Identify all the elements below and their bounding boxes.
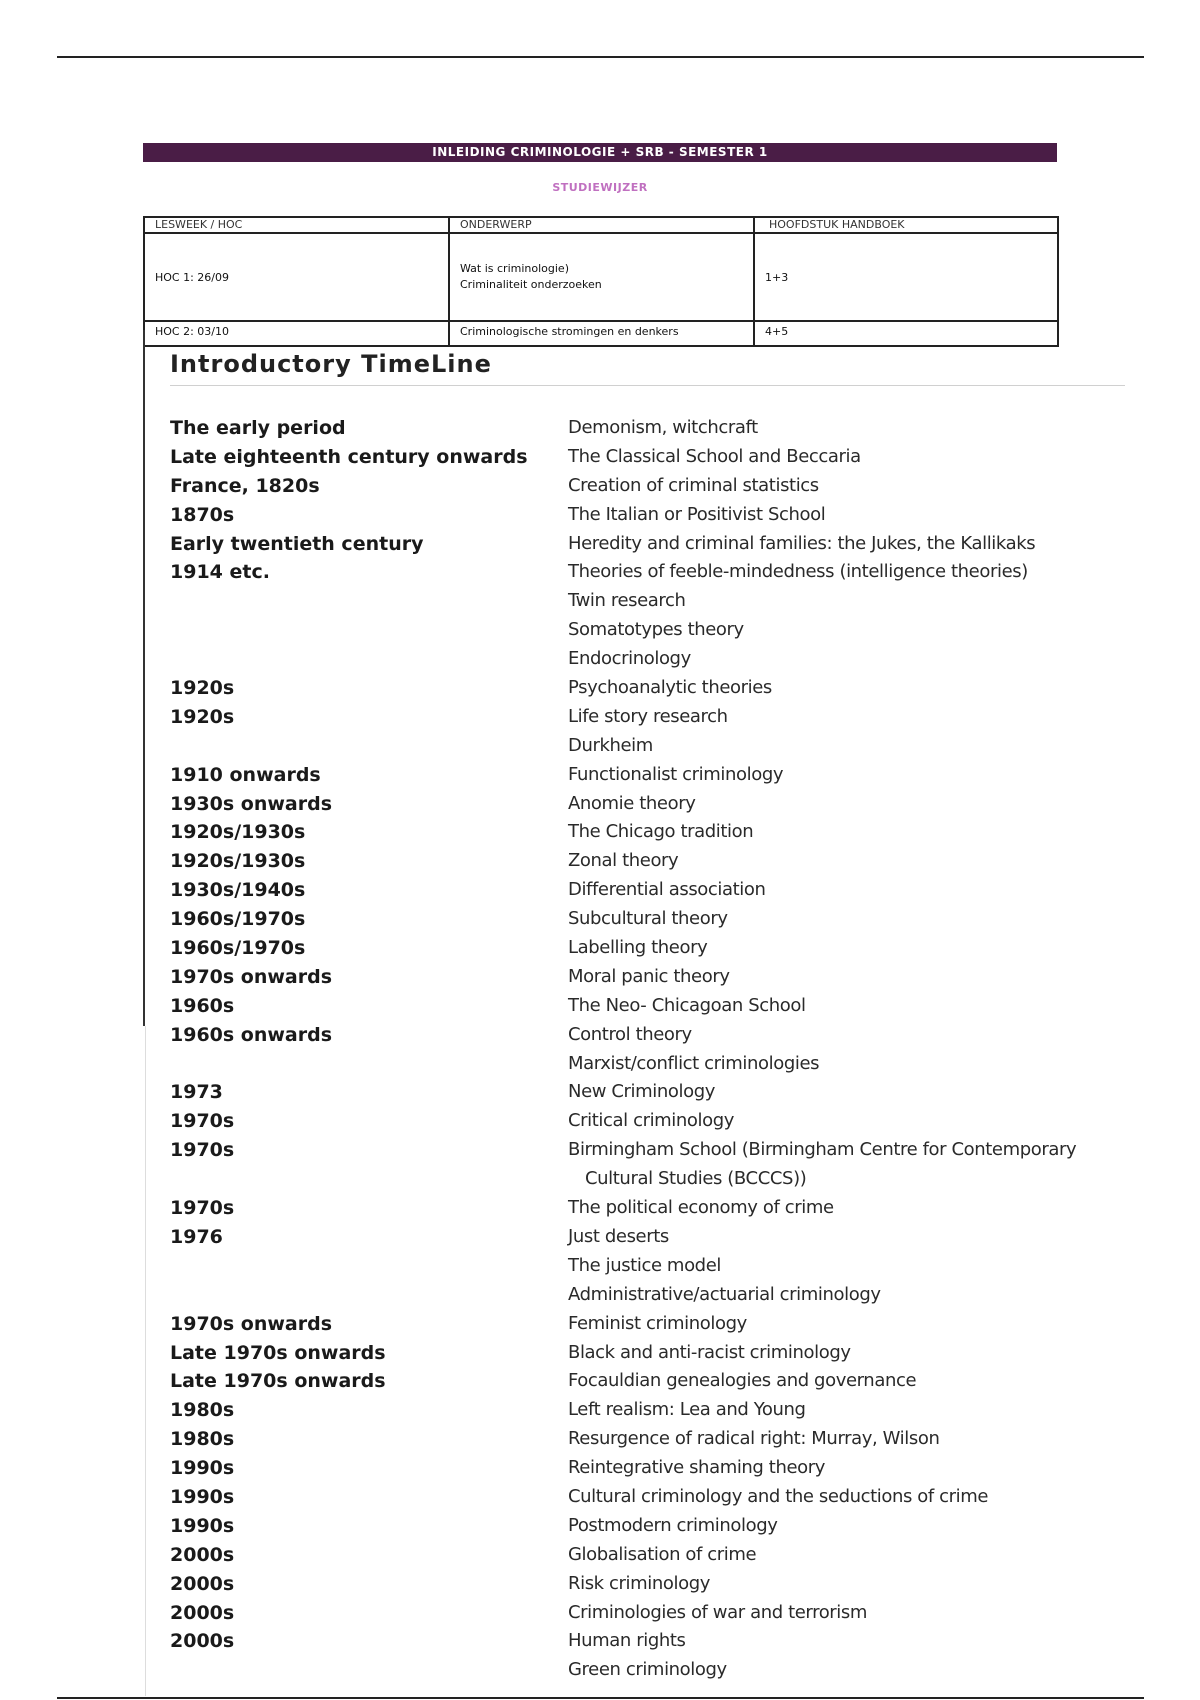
timeline-topic: Globalisation of crime bbox=[568, 1543, 757, 1565]
timeline-row bbox=[170, 558, 1130, 587]
timeline-topic: Twin research bbox=[568, 590, 686, 612]
timeline-topic: New Criminology bbox=[568, 1081, 716, 1103]
timeline-date: 1920s/1930s bbox=[170, 821, 306, 844]
timeline-list bbox=[170, 414, 1130, 1685]
timeline-row bbox=[170, 1339, 1130, 1368]
timeline-topic: Risk criminology bbox=[568, 1572, 710, 1594]
timeline-date: 2000s bbox=[170, 1630, 235, 1653]
timeline-row bbox=[170, 1078, 1130, 1107]
timeline-row bbox=[170, 472, 1130, 501]
timeline-date: The early period bbox=[170, 417, 346, 439]
timeline-row bbox=[170, 1483, 1130, 1512]
bottom-rule bbox=[57, 1697, 1144, 1699]
timeline-row bbox=[170, 1194, 1130, 1223]
left-margin-line bbox=[143, 330, 145, 1026]
timeline-row bbox=[170, 1656, 1130, 1685]
timeline-row bbox=[170, 1570, 1130, 1599]
timeline-topic: The Chicago tradition bbox=[568, 821, 754, 843]
timeline-date: 2000s bbox=[170, 1543, 235, 1566]
table-header-row bbox=[144, 217, 1058, 233]
timeline-topic: Left realism: Lea and Young bbox=[568, 1399, 806, 1421]
timeline-row bbox=[170, 501, 1130, 530]
header-hoofdstuk: HOOFDSTUK HANDBOEK bbox=[754, 217, 1058, 233]
timeline-date: 2000s bbox=[170, 1572, 235, 1595]
timeline-topic: Durkheim bbox=[568, 734, 653, 756]
timeline-date: Late eighteenth century onwards bbox=[170, 445, 528, 468]
timeline-row bbox=[170, 1367, 1130, 1396]
timeline-topic: Feminist criminology bbox=[568, 1312, 747, 1334]
timeline-topic: The Italian or Positivist School bbox=[568, 503, 826, 525]
timeline-row bbox=[170, 732, 1130, 761]
timeline-row bbox=[170, 1050, 1130, 1079]
timeline-topic: Somatotypes theory bbox=[568, 619, 744, 641]
timeline-topic: Heredity and criminal families: the Jukes, the Kallikaks bbox=[568, 532, 1036, 554]
timeline-date: 2000s bbox=[170, 1601, 235, 1624]
timeline-topic: Postmodern criminology bbox=[568, 1514, 778, 1536]
timeline-row bbox=[170, 1107, 1130, 1136]
timeline-topic: Human rights bbox=[568, 1630, 686, 1652]
timeline-topic: Theories of feeble-mindedness (intelligence theories) bbox=[568, 561, 1028, 583]
timeline-date: Late 1970s onwards bbox=[170, 1370, 386, 1393]
timeline-row bbox=[170, 934, 1130, 963]
cell-chapter: 1+3 bbox=[754, 233, 1058, 321]
timeline-date: 1870s bbox=[170, 503, 235, 526]
timeline-row bbox=[170, 992, 1130, 1021]
timeline-title-rule bbox=[170, 385, 1125, 386]
timeline-topic: Reintegrative shaming theory bbox=[568, 1457, 825, 1479]
timeline-row bbox=[170, 1310, 1130, 1339]
timeline-topic: Life story research bbox=[568, 705, 728, 727]
header-lesweek: LESWEEK / HOC bbox=[144, 217, 449, 233]
timeline-topic-continuation: Cultural Studies (BCCCS)) bbox=[585, 1168, 807, 1190]
timeline-topic: Psychoanalytic theories bbox=[568, 677, 772, 699]
timeline-date: 1970s onwards bbox=[170, 1312, 333, 1335]
timeline-topic: The political economy of crime bbox=[568, 1197, 834, 1219]
timeline-topic: The justice model bbox=[568, 1254, 721, 1276]
timeline-date: 1930s/1940s bbox=[170, 879, 306, 902]
timeline-date: 1990s bbox=[170, 1514, 235, 1537]
timeline-date: 1970s bbox=[170, 1139, 235, 1162]
timeline-row bbox=[170, 414, 1130, 443]
timeline-topic: Green criminology bbox=[568, 1659, 727, 1681]
timeline-date: 1960s onwards bbox=[170, 1023, 333, 1046]
timeline-row bbox=[170, 674, 1130, 703]
timeline-topic: The Classical School and Beccaria bbox=[568, 445, 861, 467]
timeline-row bbox=[170, 1223, 1130, 1252]
timeline-topic: Black and anti-racist criminology bbox=[568, 1341, 851, 1363]
timeline-row bbox=[170, 1396, 1130, 1425]
timeline-topic: The Neo- Chicagoan School bbox=[568, 994, 806, 1016]
timeline-date: 1970s bbox=[170, 1110, 235, 1133]
timeline-date: 1980s bbox=[170, 1399, 235, 1422]
timeline-row bbox=[170, 443, 1130, 472]
cell-topic bbox=[449, 233, 754, 321]
timeline-title: Introductory TimeLine bbox=[170, 350, 492, 378]
course-banner: INLEIDING CRIMINOLOGIE + SRB - SEMESTER 1 bbox=[143, 143, 1057, 162]
timeline-topic: Moral panic theory bbox=[568, 965, 730, 987]
timeline-row bbox=[170, 790, 1130, 819]
timeline-topic: Anomie theory bbox=[568, 792, 696, 814]
timeline-topic: Subcultural theory bbox=[568, 908, 728, 930]
timeline-date: Late 1970s onwards bbox=[170, 1341, 386, 1364]
timeline-row bbox=[170, 963, 1130, 992]
timeline-topic: Endocrinology bbox=[568, 648, 691, 670]
timeline-row bbox=[170, 1425, 1130, 1454]
timeline-topic: Focauldian genealogies and governance bbox=[568, 1370, 917, 1392]
timeline-date: 1973 bbox=[170, 1081, 223, 1104]
timeline-row bbox=[170, 1627, 1130, 1656]
timeline-topic: Resurgence of radical right: Murray, Wilson bbox=[568, 1428, 940, 1450]
timeline-row bbox=[170, 530, 1130, 559]
timeline-topic: Just deserts bbox=[568, 1225, 669, 1247]
cell-week: HOC 1: 26/09 bbox=[144, 233, 449, 321]
timeline-row bbox=[170, 1599, 1130, 1628]
timeline-row bbox=[170, 761, 1130, 790]
timeline-row bbox=[170, 1541, 1130, 1570]
timeline-date: 1960s bbox=[170, 994, 235, 1017]
timeline-topic: Labelling theory bbox=[568, 937, 708, 959]
timeline-row bbox=[170, 1512, 1130, 1541]
timeline-date: 1970s bbox=[170, 1197, 235, 1220]
timeline-row bbox=[170, 847, 1130, 876]
timeline-topic: Functionalist criminology bbox=[568, 763, 784, 785]
timeline-date: 1970s onwards bbox=[170, 965, 333, 988]
timeline-row bbox=[170, 645, 1130, 674]
timeline-date: 1980s bbox=[170, 1428, 235, 1451]
timeline-date: 1920s bbox=[170, 705, 235, 728]
timeline-row bbox=[170, 905, 1130, 934]
timeline-date: 1990s bbox=[170, 1485, 235, 1508]
topic-line: Wat is criminologie) bbox=[460, 262, 569, 275]
top-rule bbox=[57, 56, 1144, 58]
timeline-topic: Marxist/conflict criminologies bbox=[568, 1052, 820, 1074]
timeline-row bbox=[170, 818, 1130, 847]
timeline-topic: Differential association bbox=[568, 879, 766, 901]
timeline-date: 1914 etc. bbox=[170, 561, 270, 584]
timeline-row bbox=[170, 1454, 1130, 1483]
timeline-date: 1920s bbox=[170, 677, 235, 700]
timeline-row bbox=[170, 1136, 1130, 1194]
timeline-topic: Criminologies of war and terrorism bbox=[568, 1601, 868, 1623]
timeline-row bbox=[170, 1252, 1130, 1281]
timeline-date: France, 1820s bbox=[170, 474, 320, 497]
timeline-topic: Zonal theory bbox=[568, 850, 679, 872]
timeline-topic: Administrative/actuarial criminology bbox=[568, 1283, 881, 1305]
left-margin-line-faint bbox=[145, 1026, 146, 1696]
timeline-row bbox=[170, 1021, 1130, 1050]
timeline-date: 1960s/1970s bbox=[170, 908, 306, 931]
cell-week: HOC 2: 03/10 bbox=[144, 321, 449, 346]
timeline-date: 1976 bbox=[170, 1225, 223, 1248]
timeline-date: 1920s/1930s bbox=[170, 850, 306, 873]
timeline-topic: Control theory bbox=[568, 1023, 692, 1045]
study-guide-table bbox=[143, 216, 1057, 338]
header-onderwerp: ONDERWERP bbox=[449, 217, 754, 233]
timeline-row bbox=[170, 876, 1130, 905]
timeline-row bbox=[170, 616, 1130, 645]
table-row bbox=[144, 321, 1058, 346]
timeline-row bbox=[170, 1281, 1130, 1310]
table-row bbox=[144, 233, 1058, 321]
timeline-date: 1910 onwards bbox=[170, 763, 321, 786]
timeline-topic bbox=[568, 1136, 1076, 1194]
topic-line: Criminaliteit onderzoeken bbox=[460, 278, 602, 291]
timeline-topic: Demonism, witchcraft bbox=[568, 417, 758, 438]
timeline-row bbox=[170, 587, 1130, 616]
timeline-topic: Critical criminology bbox=[568, 1110, 735, 1132]
studiewijzer-subtitle: STUDIEWIJZER bbox=[552, 181, 648, 194]
timeline-row bbox=[170, 703, 1130, 732]
timeline-topic: Creation of criminal statistics bbox=[568, 474, 819, 496]
cell-chapter: 4+5 bbox=[754, 321, 1058, 346]
timeline-date: 1930s onwards bbox=[170, 792, 333, 815]
timeline-date: 1960s/1970s bbox=[170, 937, 306, 960]
timeline-topic: Cultural criminology and the seductions of crime bbox=[568, 1485, 989, 1507]
timeline-date: 1990s bbox=[170, 1457, 235, 1480]
cell-topic: Criminologische stromingen en denkers bbox=[449, 321, 754, 346]
timeline-date: Early twentieth century bbox=[170, 532, 424, 555]
timeline-topic-line: Birmingham School (Birmingham Centre for Contemporary bbox=[568, 1139, 1077, 1161]
